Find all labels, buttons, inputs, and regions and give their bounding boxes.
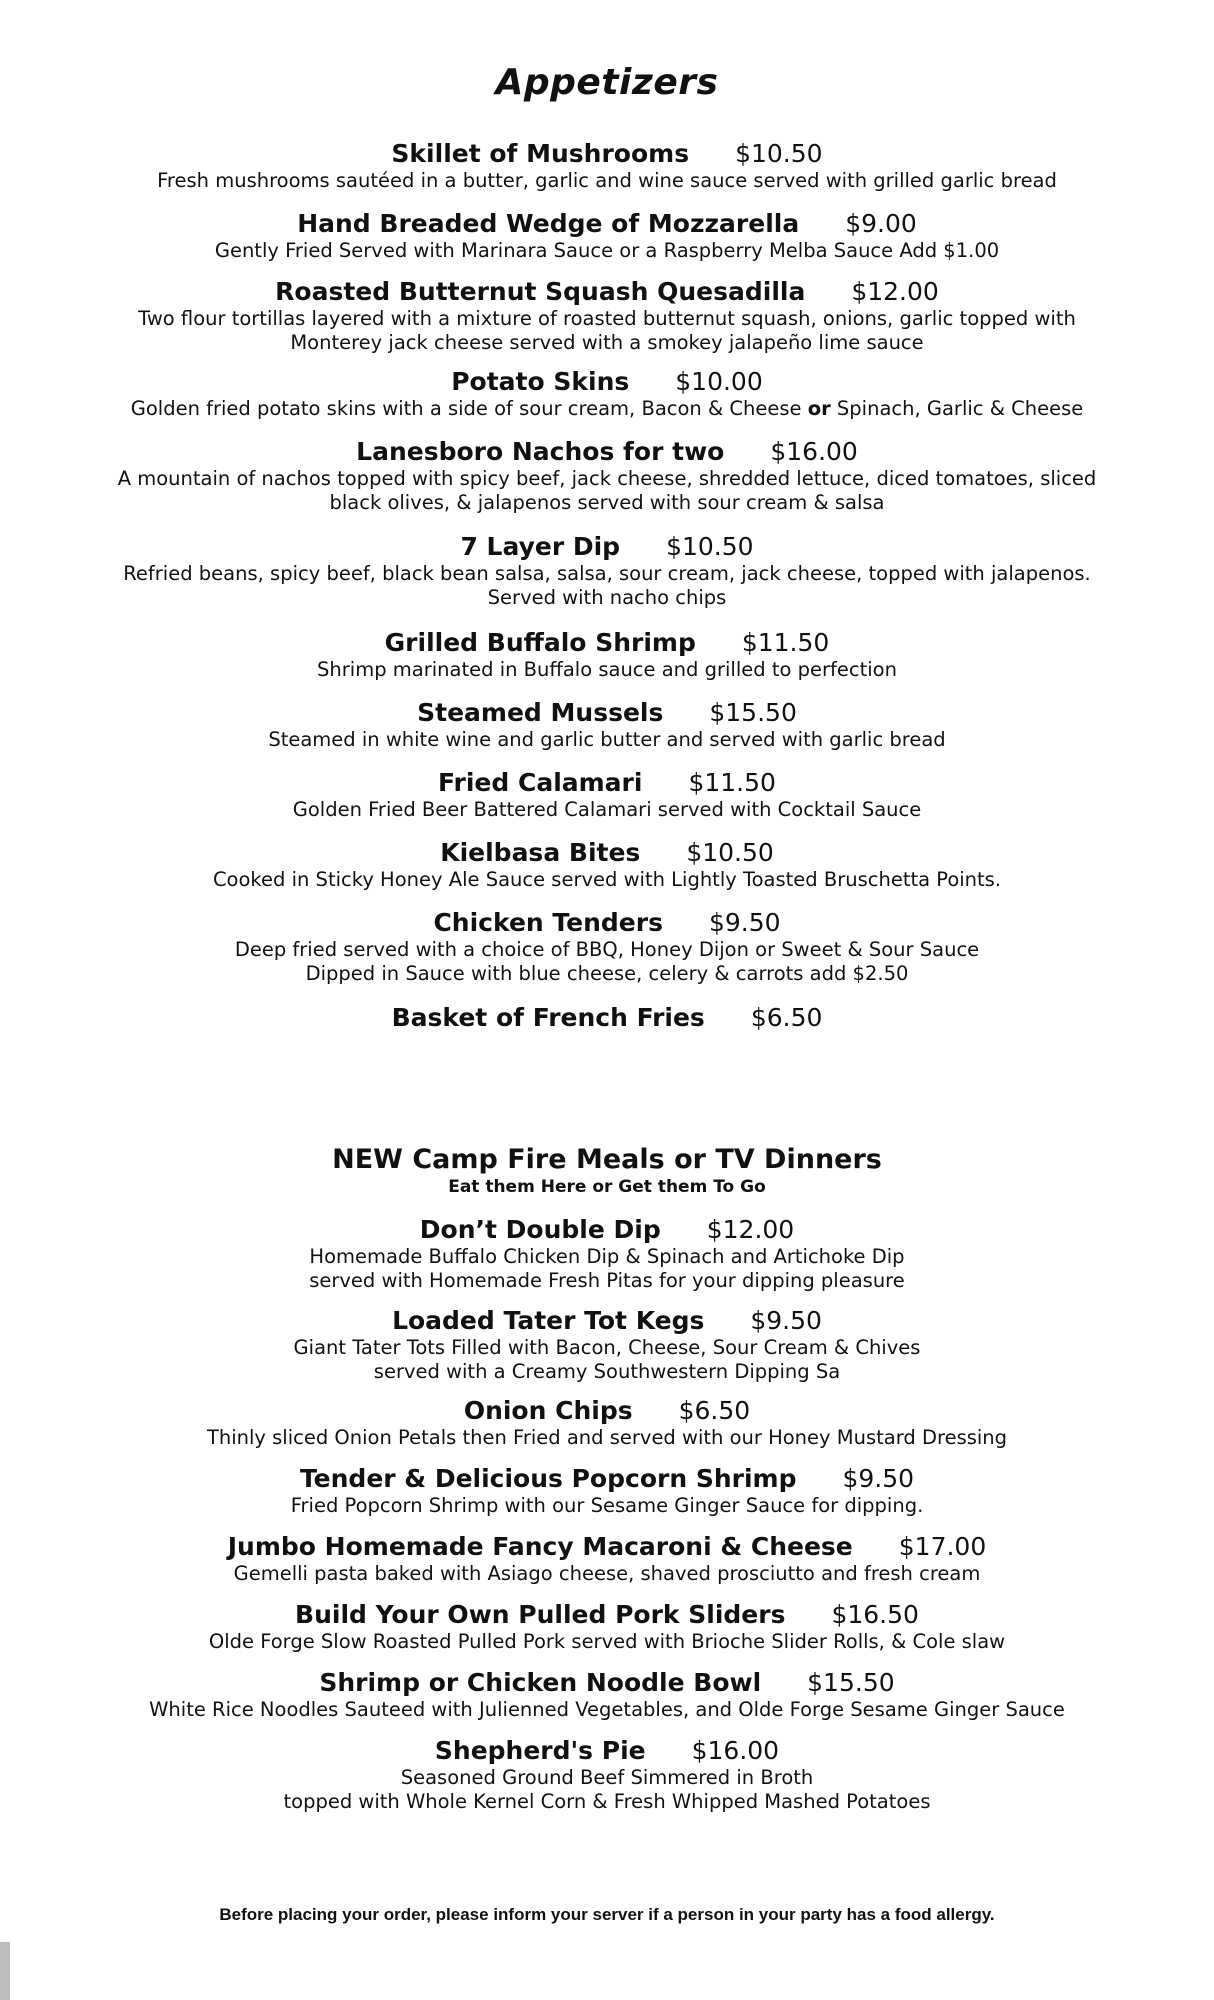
item-description: Olde Forge Slow Roasted Pulled Pork served with Brioche Slider Rolls, & Cole slaw [208, 1630, 1006, 1653]
item-description: served with a Creamy Southwestern Dipping Sa [373, 1360, 841, 1383]
item-description: served with Homemade Fresh Pitas for your dipping pleasure [309, 1269, 905, 1292]
item-name: Steamed Mussels [417, 698, 664, 727]
menu-item [40, 209, 1174, 263]
item-description: Deep fried served with a choice of BBQ, Honey Dijon or Sweet & Sour Sauce [234, 938, 980, 961]
item-price: $15.50 [709, 698, 797, 727]
menu-item [40, 1003, 1174, 1033]
menu-item [40, 277, 1174, 355]
item-name: Don’t Double Dip [419, 1215, 661, 1244]
appetizers-title: Appetizers [495, 62, 719, 103]
item-name: Basket of French Fries [391, 1003, 705, 1032]
item-description: Gemelli pasta baked with Asiago cheese, shaved prosciutto and fresh cream [233, 1562, 981, 1585]
item-name: Kielbasa Bites [440, 838, 641, 867]
item-description: Monterey jack cheese served with a smokey jalapeño lime sauce [290, 331, 924, 354]
menu-item [40, 532, 1174, 610]
item-name: Jumbo Homemade Fancy Macaroni & Cheese [227, 1532, 853, 1561]
item-description: Cooked in Sticky Honey Ale Sauce served with Lightly Toasted Bruschetta Points. [212, 868, 1002, 891]
item-description: Shrimp marinated in Buffalo sauce and grilled to perfection [317, 658, 897, 681]
menu-item [40, 1668, 1174, 1722]
menu-item [40, 698, 1174, 752]
item-price: $12.00 [706, 1215, 795, 1244]
item-description: Gently Fried Served with Marinara Sauce or a Raspberry Melba Sauce Add $1.00 [214, 239, 1000, 262]
item-price: $16.00 [770, 437, 858, 466]
item-price: $6.50 [678, 1396, 751, 1425]
item-name: Loaded Tater Tot Kegs [392, 1306, 705, 1335]
item-price: $9.00 [845, 209, 917, 238]
item-price: $11.50 [688, 768, 776, 797]
item-price: $6.50 [750, 1003, 823, 1032]
menu-item [40, 1532, 1174, 1586]
item-price: $10.50 [686, 838, 774, 867]
menu-item [40, 139, 1174, 193]
item-name: Build Your Own Pulled Pork Sliders [295, 1600, 786, 1629]
item-description: black olives, & jalapenos served with sour cream & salsa [329, 491, 885, 514]
item-description: Served with nacho chips [487, 586, 727, 609]
menu-item [40, 1306, 1174, 1384]
item-description: Homemade Buffalo Chicken Dip & Spinach and Artichoke Dip [309, 1245, 905, 1268]
menu-item [40, 1215, 1174, 1293]
item-description: Fresh mushrooms sautéed in a butter, garlic and wine sauce served with grilled garlic bread [157, 169, 1057, 192]
item-price: $17.00 [898, 1532, 987, 1561]
allergy-notice: Before placing your order, please inform your server if a person in your party has a food allergy. [219, 1905, 995, 1924]
item-price: $10.50 [666, 532, 754, 561]
item-price: $9.50 [750, 1306, 822, 1335]
menu-item [40, 768, 1174, 822]
item-price: $9.50 [708, 908, 781, 937]
item-price: $11.50 [741, 628, 830, 657]
item-price: $10.00 [675, 367, 763, 396]
item-description: Golden fried potato skins with a side of sour cream, Bacon & Cheese or Spinach, Garlic & Cheese [130, 397, 1084, 420]
item-description: Two flour tortillas layered with a mixture of roasted butternut squash, onions, garlic topped with [138, 307, 1076, 330]
menu-item [40, 838, 1174, 892]
menu-item [40, 1464, 1174, 1518]
page-edge-shade [0, 1942, 10, 2000]
item-name: Lanesboro Nachos for two [356, 437, 725, 466]
item-description: Golden Fried Beer Battered Calamari served with Cocktail Sauce [292, 798, 922, 821]
menu-item [40, 1600, 1174, 1654]
item-name: Shepherd's Pie [434, 1736, 646, 1765]
item-description: Refried beans, spicy beef, black bean salsa, salsa, sour cream, jack cheese, topped with jalapenos. [123, 562, 1091, 585]
item-name: Fried Calamari [438, 768, 643, 797]
item-description: White Rice Noodles Sauteed with Julienned Vegetables, and Olde Forge Sesame Ginger Sauce [149, 1698, 1065, 1721]
item-description: Seasoned Ground Beef Simmered in Broth [400, 1766, 814, 1789]
item-description: Giant Tater Tots Filled with Bacon, Cheese, Sour Cream & Chives [293, 1336, 921, 1359]
item-price: $10.50 [735, 139, 823, 168]
item-description: Fried Popcorn Shrimp with our Sesame Ginger Sauce for dipping. [290, 1494, 924, 1517]
item-price: $15.50 [807, 1668, 895, 1697]
item-price: $12.00 [851, 277, 939, 306]
item-name: 7 Layer Dip [460, 532, 621, 561]
campfire-subtitle: Eat them Here or Get them To Go [448, 1177, 766, 1197]
menu-item [40, 437, 1174, 515]
menu-item [40, 908, 1174, 986]
menu-item [40, 628, 1174, 682]
item-name: Tender & Delicious Popcorn Shrimp [299, 1464, 797, 1493]
item-name: Potato Skins [451, 367, 630, 396]
item-name: Hand Breaded Wedge of Mozzarella [297, 209, 800, 238]
item-name: Grilled Buffalo Shrimp [384, 628, 696, 657]
item-name: Roasted Butternut Squash Quesadilla [275, 277, 806, 306]
item-name: Skillet of Mushrooms [391, 139, 690, 168]
item-price: $16.50 [831, 1600, 919, 1629]
menu-item [40, 1396, 1174, 1450]
item-description: Steamed in white wine and garlic butter and served with garlic bread [268, 728, 946, 751]
item-description: Dipped in Sauce with blue cheese, celery & carrots add $2.50 [305, 962, 909, 985]
item-description: A mountain of nachos topped with spicy beef, jack cheese, shredded lettuce, diced tomatoes, sliced [117, 467, 1097, 490]
item-description: topped with Whole Kernel Corn & Fresh Whipped Mashed Potatoes [283, 1790, 931, 1813]
item-price: $16.00 [691, 1736, 780, 1765]
item-price: $9.50 [842, 1464, 915, 1493]
item-name: Chicken Tenders [433, 908, 663, 937]
item-name: Shrimp or Chicken Noodle Bowl [319, 1668, 762, 1697]
menu-item [40, 367, 1174, 421]
campfire-title: NEW Camp Fire Meals or TV Dinners [332, 1144, 882, 1175]
item-name: Onion Chips [463, 1396, 633, 1425]
item-description: Thinly sliced Onion Petals then Fried and served with our Honey Mustard Dressing [206, 1426, 1008, 1449]
menu-item [40, 1736, 1174, 1814]
